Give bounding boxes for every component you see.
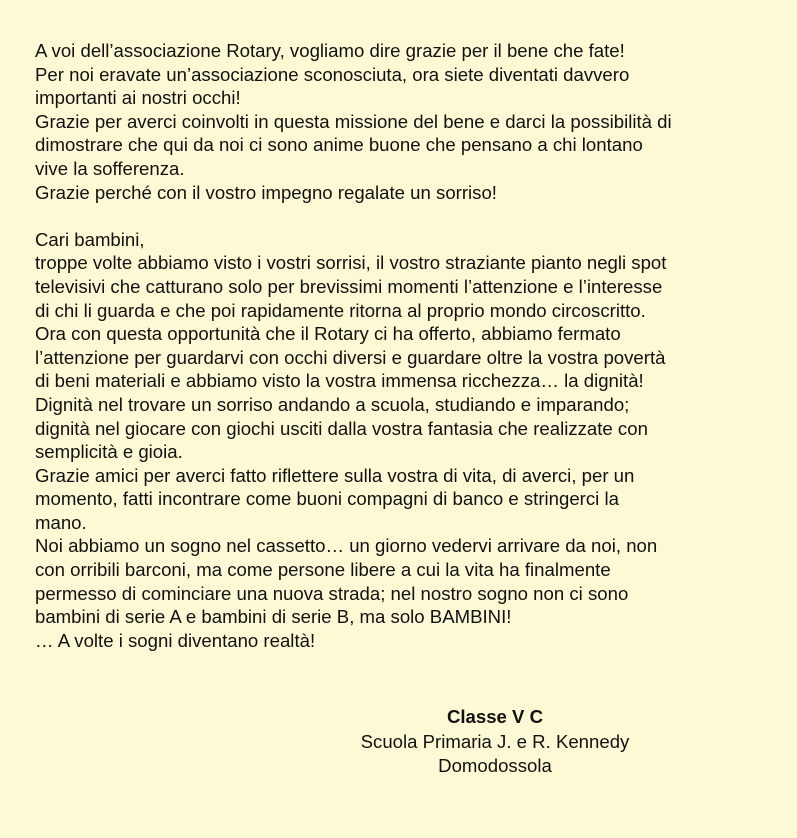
letter-body — [35, 39, 785, 652]
text-line: Per noi eravate un’associazione sconosciuta, ora siete diventati davvero — [35, 63, 630, 85]
text-line: momento, fatti incontrare come buoni compagni di banco e stringerci la — [35, 488, 619, 510]
text-line: televisivi che catturano solo per brevissimi momenti l’attenzione e l’interesse — [35, 275, 663, 297]
paragraph-spacer — [35, 204, 785, 228]
paragraph-dear-children — [35, 228, 785, 653]
text-line: Cari bambini, — [35, 228, 145, 250]
text-line: Dignità nel trovare un sorriso andando a scuola, studiando e imparando; — [35, 393, 630, 415]
text-line: bambini di serie A e bambini di serie B, ma solo BAMBINI! — [35, 606, 512, 628]
text-line: mano. — [35, 511, 87, 533]
text-line: dimostrare che qui da noi ci sono anime buone che pensano a chi lontano — [35, 134, 643, 156]
text-line: troppe volte abbiamo visto i vostri sorrisi, il vostro straziante pianto negli spot — [35, 252, 667, 274]
text-line: importanti ai nostri occhi! — [35, 87, 241, 109]
paragraph-thanks-rotary — [35, 39, 785, 204]
class-name: Classe V C — [446, 706, 544, 727]
text-line: Noi abbiamo un sogno nel cassetto… un giorno vedervi arrivare da noi, non — [35, 535, 658, 557]
text-line: permesso di cominciare una nuova strada; nel nostro sogno non ci sono — [35, 582, 629, 604]
school-name: Scuola Primaria J. e R. Kennedy — [360, 730, 630, 752]
text-line: … A volte i sogni diventano realtà! — [35, 629, 316, 651]
text-line: l’attenzione per guardarvi con occhi diversi e guardare oltre la vostra povertà — [35, 346, 666, 368]
text-line: Grazie amici per averci fatto riflettere sulla vostra di vita, di averci, per un — [35, 464, 635, 486]
text-line: di beni materiali e abbiamo visto la vostra immensa ricchezza… la dignità! — [35, 370, 644, 392]
text-line: dignità nel giocare con giochi usciti dalla vostra fantasia che realizzate con — [35, 417, 648, 439]
text-line: vive la sofferenza. — [35, 157, 185, 179]
text-line: di chi li guarda e che poi rapidamente ritorna al proprio mondo circoscritto. — [35, 299, 646, 321]
text-line: Grazie per averci coinvolti in questa missione del bene e darci la possibilità di — [35, 110, 672, 132]
city-name: Domodossola — [438, 755, 552, 776]
text-line: Grazie perché con il vostro impegno regalate un sorriso! — [35, 181, 497, 203]
signature-block — [330, 705, 660, 779]
text-line: A voi dell’associazione Rotary, vogliamo dire grazie per il bene che fate! — [35, 40, 625, 61]
text-line: semplicità e gioia. — [35, 441, 183, 463]
text-line: Ora con questa opportunità che il Rotary ci ha offerto, abbiamo fermato — [35, 323, 621, 345]
text-line: con orribili barconi, ma come persone libere a cui la vita ha finalmente — [35, 559, 611, 581]
